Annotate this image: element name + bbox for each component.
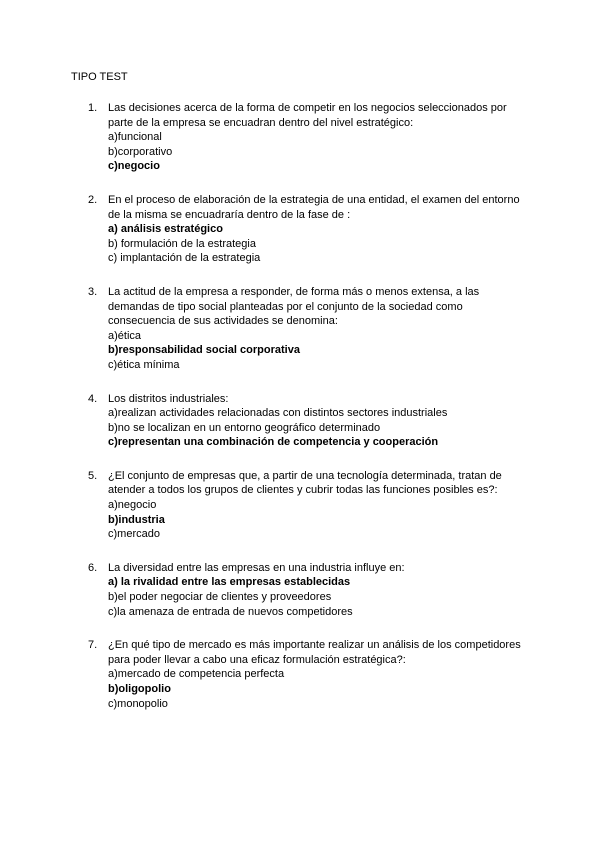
question-7 <box>71 638 531 711</box>
document-title: TIPO TEST <box>71 71 128 83</box>
answer-option: b)corporativo <box>108 145 173 158</box>
answer-option: a)realizan actividades relacionadas con distintos sectores industriales <box>108 407 448 420</box>
question-2 <box>71 193 531 266</box>
question-6 <box>71 561 531 619</box>
question-number: 4. <box>88 392 98 405</box>
answer-option: b) formulación de la estrategia <box>108 237 256 250</box>
question-number: 7. <box>88 639 98 652</box>
answer-option: c)mercado <box>108 528 160 541</box>
question-text: En el proceso de elaboración de la estrategia de una entidad, el examen del entorno de la misma se encuadraría dentro de la fase de : <box>108 193 520 221</box>
answer-option-correct: b)industria <box>108 513 165 526</box>
question-text: ¿El conjunto de empresas que, a partir de una tecnología determinada, tratan de atender a todos los grupos de clientes y cubrir todas las funciones posibles es?: <box>108 469 502 497</box>
answer-option: c)la amenaza de entrada de nuevos competidores <box>108 605 353 618</box>
answer-option-correct: b)oligopolio <box>108 683 171 695</box>
question-3 <box>71 285 531 373</box>
question-text: Las decisiones acerca de la forma de competir en los negocios seleccionados por parte de la empresa se encuadran dentro del nivel estratégico: <box>108 102 507 129</box>
question-4 <box>71 392 531 450</box>
question-text: ¿En qué tipo de mercado es más importante realizar un análisis de los competidores para poder llevar a cabo una eficaz formulación estratégica?: <box>108 639 521 666</box>
answer-option-correct: b)responsabilidad social corporativa <box>108 344 300 357</box>
question-text: La diversidad entre las empresas en una industria influye en: <box>108 561 405 574</box>
answer-option: c)monopolio <box>108 697 168 710</box>
answer-option: a)mercado de competencia perfecta <box>108 668 285 681</box>
question-5 <box>71 469 531 542</box>
answer-option-correct: a) análisis estratégico <box>108 223 223 236</box>
question-1 <box>71 101 531 174</box>
answer-option: c)ética mínima <box>108 358 180 371</box>
answer-option: a)funcional <box>108 131 162 144</box>
question-number: 2. <box>88 193 98 206</box>
question-number: 6. <box>88 561 98 574</box>
answer-option: c) implantación de la estrategia <box>108 252 261 265</box>
answer-option-correct: a) la rivalidad entre las empresas establecidas <box>108 576 351 589</box>
answer-option: b)no se localizan en un entorno geográfico determinado <box>108 421 381 434</box>
question-list <box>71 101 531 730</box>
question-text: La actitud de la empresa a responder, de forma más o menos extensa, a las demandas de tipo social planteadas por el conjunto de la sociedad como consecuencia de sus actividades se denomina: <box>108 285 480 328</box>
answer-option: a)negocio <box>108 499 157 512</box>
answer-option-correct: c)representan una combinación de competencia y cooperación <box>108 436 439 449</box>
question-number: 5. <box>88 469 98 482</box>
question-number: 3. <box>88 285 98 298</box>
question-number: 1. <box>88 102 98 114</box>
question-text: Los distritos industriales: <box>108 392 229 405</box>
answer-option: a)ética <box>108 329 142 342</box>
answer-option-correct: c)negocio <box>108 160 160 173</box>
answer-option: b)el poder negociar de clientes y proveedores <box>108 591 332 604</box>
